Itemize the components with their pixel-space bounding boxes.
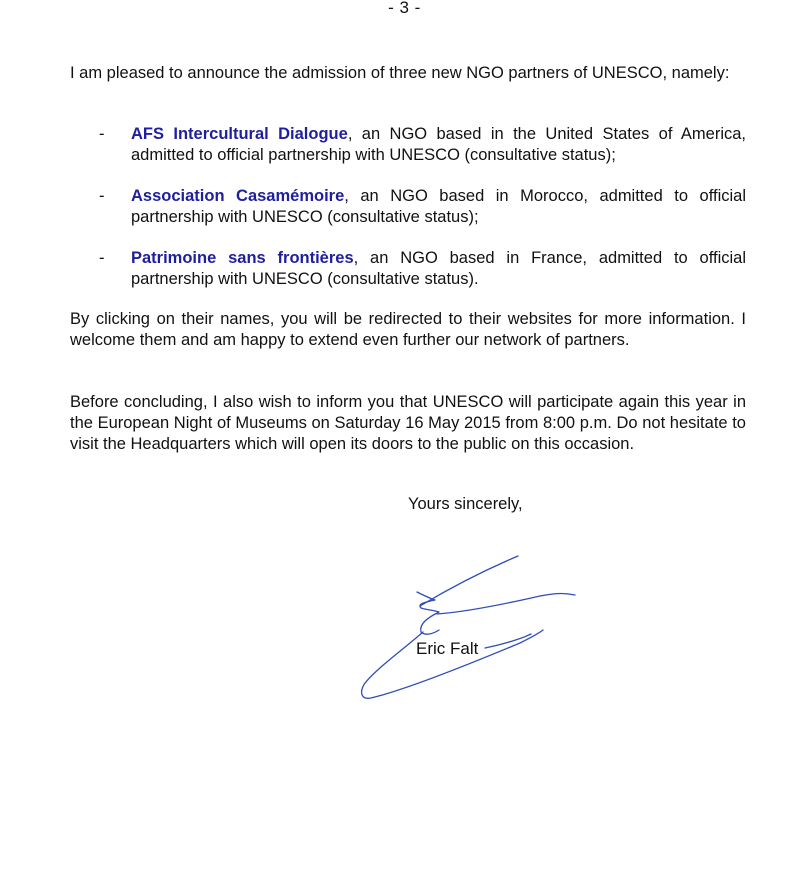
partner-list xyxy=(70,124,746,310)
list-item xyxy=(70,124,746,166)
closing-salutation: Yours sincerely, xyxy=(408,495,523,513)
intro-paragraph: I am pleased to announce the admission of three new NGO partners of UNESCO, namely: xyxy=(70,64,730,82)
list-item xyxy=(70,248,746,290)
list-bullet: - xyxy=(99,125,105,143)
partner-link-casamemoire[interactable]: Association Casamémoire xyxy=(131,187,345,205)
redirect-paragraph: By clicking on their names, you will be redirected to their websites for more information. I welcome them and am happy to extend even further our network of partners. xyxy=(70,310,746,349)
list-bullet: - xyxy=(99,249,105,267)
signature-icon xyxy=(355,548,585,708)
list-item xyxy=(70,186,746,228)
partner-link-patrimoine[interactable]: Patrimoine sans frontières xyxy=(131,249,354,267)
partner-description: , an NGO based in Morocco, admitted to official partnership with UNESCO (consultative status); xyxy=(131,187,746,226)
partner-description: , an NGO based in France, admitted to official partnership with UNESCO (consultative status). xyxy=(131,249,747,288)
page-number: - 3 - xyxy=(388,0,421,17)
partner-description: , an NGO based in the United States of America, admitted to official partnership with UNESCO (consultative status); xyxy=(131,125,746,164)
conclusion-paragraph: Before concluding, I also wish to inform you that UNESCO will participate again this year in the European Night of Museums on Saturday 16 May 2015 from 8:00 p.m. Do not hesitate to visit the Headquarters which will open its doors to the public on this occasion. xyxy=(70,393,746,453)
signer-name: Eric Falt xyxy=(416,639,479,658)
list-bullet: - xyxy=(99,187,105,205)
partner-link-afs[interactable]: AFS Intercultural Dialogue xyxy=(131,125,348,143)
